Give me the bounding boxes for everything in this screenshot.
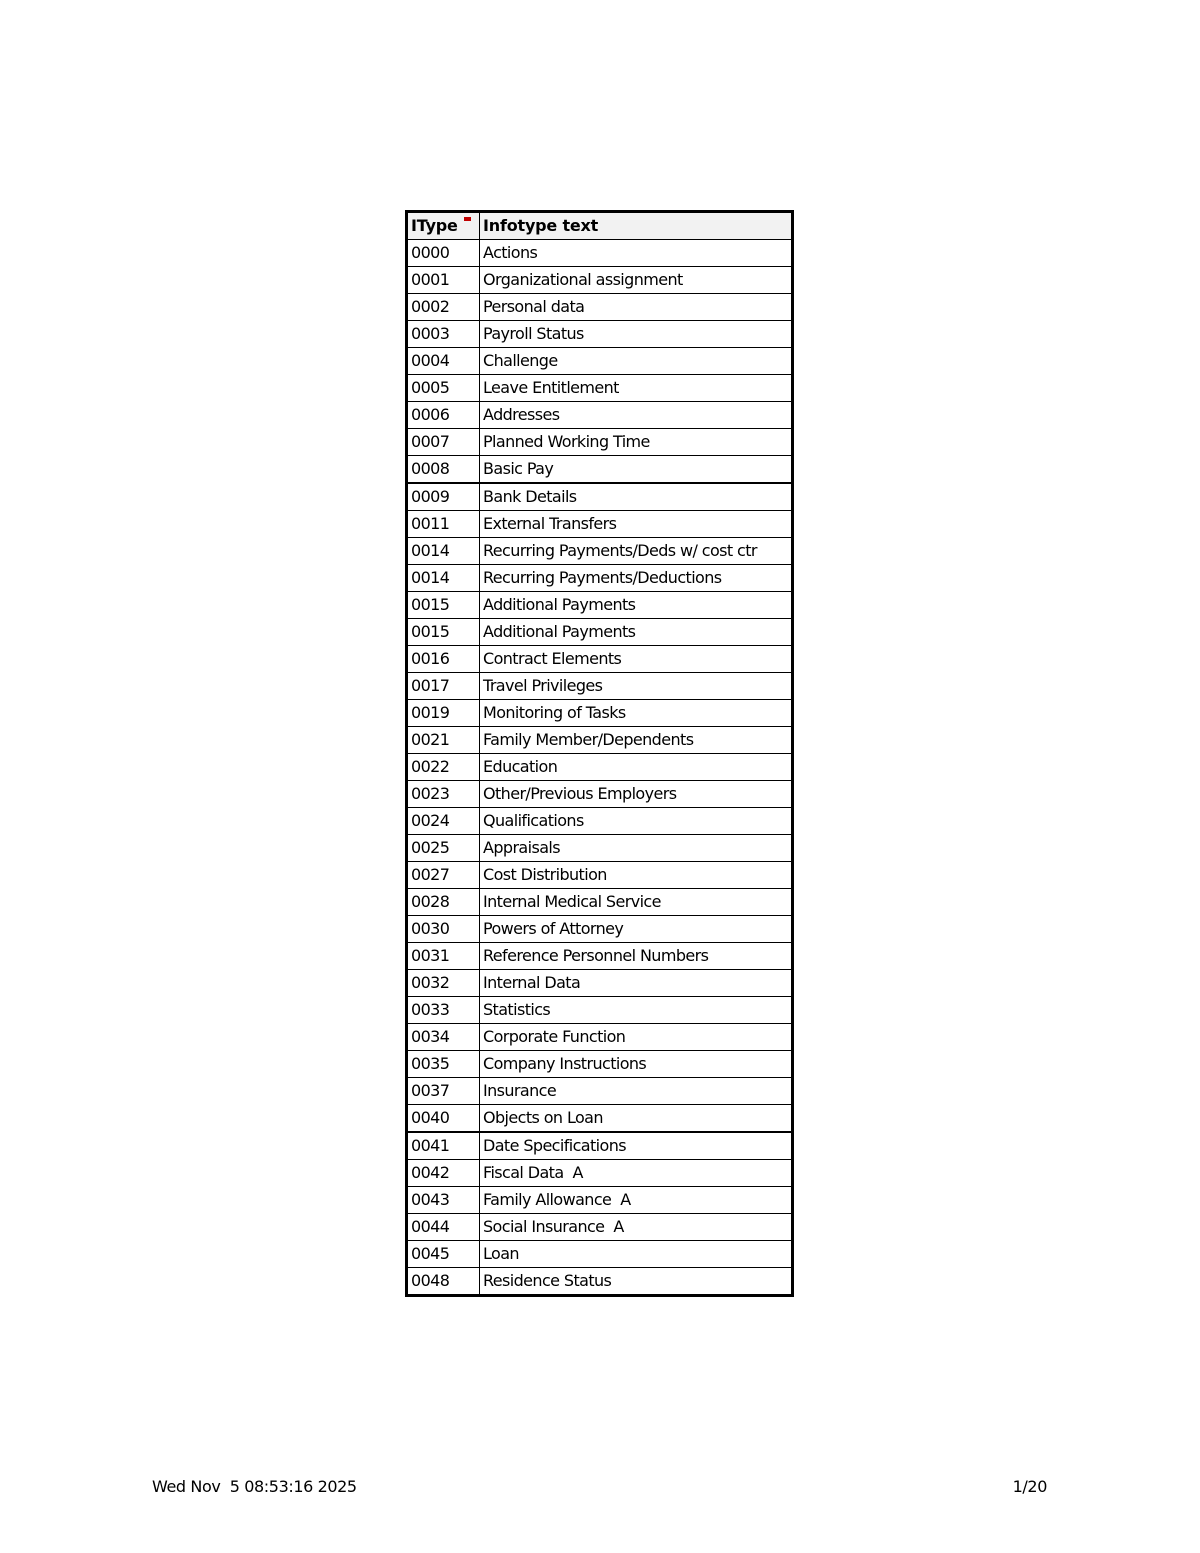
infotype-table — [405, 210, 794, 1297]
itype-cell[interactable]: 0023 — [407, 781, 480, 808]
table-row — [407, 1214, 793, 1241]
infotype-text-cell[interactable]: Basic Pay — [480, 456, 793, 484]
infotype-text-cell[interactable]: Monitoring of Tasks — [480, 700, 793, 727]
table-row — [407, 1268, 793, 1296]
itype-cell[interactable]: 0037 — [407, 1078, 480, 1105]
itype-cell[interactable]: 0034 — [407, 1024, 480, 1051]
table-row — [407, 294, 793, 321]
table-row — [407, 1024, 793, 1051]
itype-cell[interactable]: 0028 — [407, 889, 480, 916]
page-number: 1/20 — [1012, 1477, 1047, 1496]
infotype-text-cell[interactable]: Insurance — [480, 1078, 793, 1105]
table-row — [407, 916, 793, 943]
infotype-text-cell[interactable]: Residence Status — [480, 1268, 793, 1296]
itype-cell[interactable]: 0042 — [407, 1160, 480, 1187]
infotype-text-cell[interactable]: Company Instructions — [480, 1051, 793, 1078]
infotype-text-cell[interactable]: Objects on Loan — [480, 1105, 793, 1133]
table-row — [407, 727, 793, 754]
itype-cell[interactable]: 0021 — [407, 727, 480, 754]
itype-cell[interactable]: 0019 — [407, 700, 480, 727]
infotype-text-cell[interactable]: Appraisals — [480, 835, 793, 862]
itype-cell[interactable]: 0048 — [407, 1268, 480, 1296]
itype-cell[interactable]: 0024 — [407, 808, 480, 835]
itype-cell[interactable]: 0003 — [407, 321, 480, 348]
itype-cell[interactable]: 0045 — [407, 1241, 480, 1268]
infotype-text-cell[interactable]: Addresses — [480, 402, 793, 429]
table-row — [407, 1160, 793, 1187]
itype-cell[interactable]: 0007 — [407, 429, 480, 456]
infotype-text-cell[interactable]: Qualifications — [480, 808, 793, 835]
infotype-text-cell[interactable]: Powers of Attorney — [480, 916, 793, 943]
table-row — [407, 808, 793, 835]
itype-cell[interactable]: 0022 — [407, 754, 480, 781]
table-row — [407, 538, 793, 565]
table-row — [407, 754, 793, 781]
infotype-text-cell[interactable]: External Transfers — [480, 511, 793, 538]
table-row — [407, 1132, 793, 1160]
infotype-text-cell[interactable]: Leave Entitlement — [480, 375, 793, 402]
infotype-text-cell[interactable]: Corporate Function — [480, 1024, 793, 1051]
infotype-text-cell[interactable]: Contract Elements — [480, 646, 793, 673]
itype-cell[interactable]: 0005 — [407, 375, 480, 402]
table-row — [407, 348, 793, 375]
infotype-text-cell[interactable]: Fiscal Data A — [480, 1160, 793, 1187]
infotype-text-cell[interactable]: Date Specifications — [480, 1132, 793, 1160]
table-row — [407, 970, 793, 997]
infotype-text-cell[interactable]: Additional Payments — [480, 592, 793, 619]
itype-cell[interactable]: 0031 — [407, 943, 480, 970]
table-row — [407, 700, 793, 727]
itype-cell[interactable]: 0014 — [407, 538, 480, 565]
infotype-text-cell[interactable]: Education — [480, 754, 793, 781]
table-row — [407, 592, 793, 619]
infotype-text-cell[interactable]: Social Insurance A — [480, 1214, 793, 1241]
infotype-text-cell[interactable]: Bank Details — [480, 483, 793, 511]
infotype-text-cell[interactable]: Organizational assignment — [480, 267, 793, 294]
column-header-infotype-text[interactable]: Infotype text — [480, 212, 793, 240]
itype-cell[interactable]: 0016 — [407, 646, 480, 673]
table-row — [407, 1187, 793, 1214]
infotype-text-cell[interactable]: Additional Payments — [480, 619, 793, 646]
infotype-text-cell[interactable]: Internal Medical Service — [480, 889, 793, 916]
table-row — [407, 781, 793, 808]
itype-cell[interactable]: 0009 — [407, 483, 480, 511]
table-row — [407, 619, 793, 646]
itype-cell[interactable]: 0044 — [407, 1214, 480, 1241]
table-row — [407, 267, 793, 294]
itype-cell[interactable]: 0002 — [407, 294, 480, 321]
infotype-text-cell[interactable]: Other/Previous Employers — [480, 781, 793, 808]
itype-cell[interactable]: 0014 — [407, 565, 480, 592]
infotype-text-cell[interactable]: Cost Distribution — [480, 862, 793, 889]
column-header-itype-label: IType — [411, 216, 458, 235]
infotype-text-cell[interactable]: Loan — [480, 1241, 793, 1268]
table-row — [407, 321, 793, 348]
itype-cell[interactable]: 0041 — [407, 1132, 480, 1160]
itype-cell[interactable]: 0035 — [407, 1051, 480, 1078]
table-row — [407, 511, 793, 538]
table-row — [407, 1051, 793, 1078]
infotype-text-cell[interactable]: Actions — [480, 240, 793, 267]
table-row — [407, 943, 793, 970]
infotype-text-cell[interactable]: Recurring Payments/Deductions — [480, 565, 793, 592]
infotype-text-cell[interactable]: Internal Data — [480, 970, 793, 997]
table-row — [407, 862, 793, 889]
table-row — [407, 673, 793, 700]
itype-cell[interactable]: 0032 — [407, 970, 480, 997]
column-header-itype[interactable] — [407, 212, 480, 240]
itype-cell[interactable]: 0030 — [407, 916, 480, 943]
table-row — [407, 646, 793, 673]
itype-cell[interactable]: 0043 — [407, 1187, 480, 1214]
table-row — [407, 456, 793, 484]
infotype-text-cell[interactable]: Planned Working Time — [480, 429, 793, 456]
table-row — [407, 240, 793, 267]
table-row — [407, 375, 793, 402]
itype-cell[interactable]: 0015 — [407, 592, 480, 619]
table-row — [407, 402, 793, 429]
comment-indicator-icon[interactable] — [464, 217, 471, 221]
infotype-text-cell[interactable]: Recurring Payments/Deds w/ cost ctr — [480, 538, 793, 565]
infotype-text-cell[interactable]: Challenge — [480, 348, 793, 375]
itype-cell[interactable]: 0025 — [407, 835, 480, 862]
itype-cell[interactable]: 0000 — [407, 240, 480, 267]
infotype-text-cell[interactable]: Personal data — [480, 294, 793, 321]
infotype-text-cell[interactable]: Family Allowance A — [480, 1187, 793, 1214]
table-row — [407, 997, 793, 1024]
table-row — [407, 429, 793, 456]
infotype-text-cell[interactable]: Reference Personnel Numbers — [480, 943, 793, 970]
itype-cell[interactable]: 0011 — [407, 511, 480, 538]
itype-cell[interactable]: 0027 — [407, 862, 480, 889]
print-timestamp: Wed Nov 5 08:53:16 2025 — [152, 1477, 357, 1496]
itype-cell[interactable]: 0040 — [407, 1105, 480, 1133]
table-row — [407, 889, 793, 916]
itype-cell[interactable]: 0033 — [407, 997, 480, 1024]
itype-cell[interactable]: 0006 — [407, 402, 480, 429]
itype-cell[interactable]: 0001 — [407, 267, 480, 294]
infotype-text-cell[interactable]: Travel Privileges — [480, 673, 793, 700]
header-row — [407, 212, 793, 240]
itype-cell[interactable]: 0015 — [407, 619, 480, 646]
itype-cell[interactable]: 0017 — [407, 673, 480, 700]
table-row — [407, 835, 793, 862]
infotype-text-cell[interactable]: Statistics — [480, 997, 793, 1024]
table-row — [407, 1105, 793, 1133]
table-row — [407, 1241, 793, 1268]
itype-cell[interactable]: 0008 — [407, 456, 480, 484]
infotype-text-cell[interactable]: Payroll Status — [480, 321, 793, 348]
infotype-text-cell[interactable]: Family Member/Dependents — [480, 727, 793, 754]
itype-cell[interactable]: 0004 — [407, 348, 480, 375]
table-row — [407, 565, 793, 592]
table-row — [407, 483, 793, 511]
table-row — [407, 1078, 793, 1105]
